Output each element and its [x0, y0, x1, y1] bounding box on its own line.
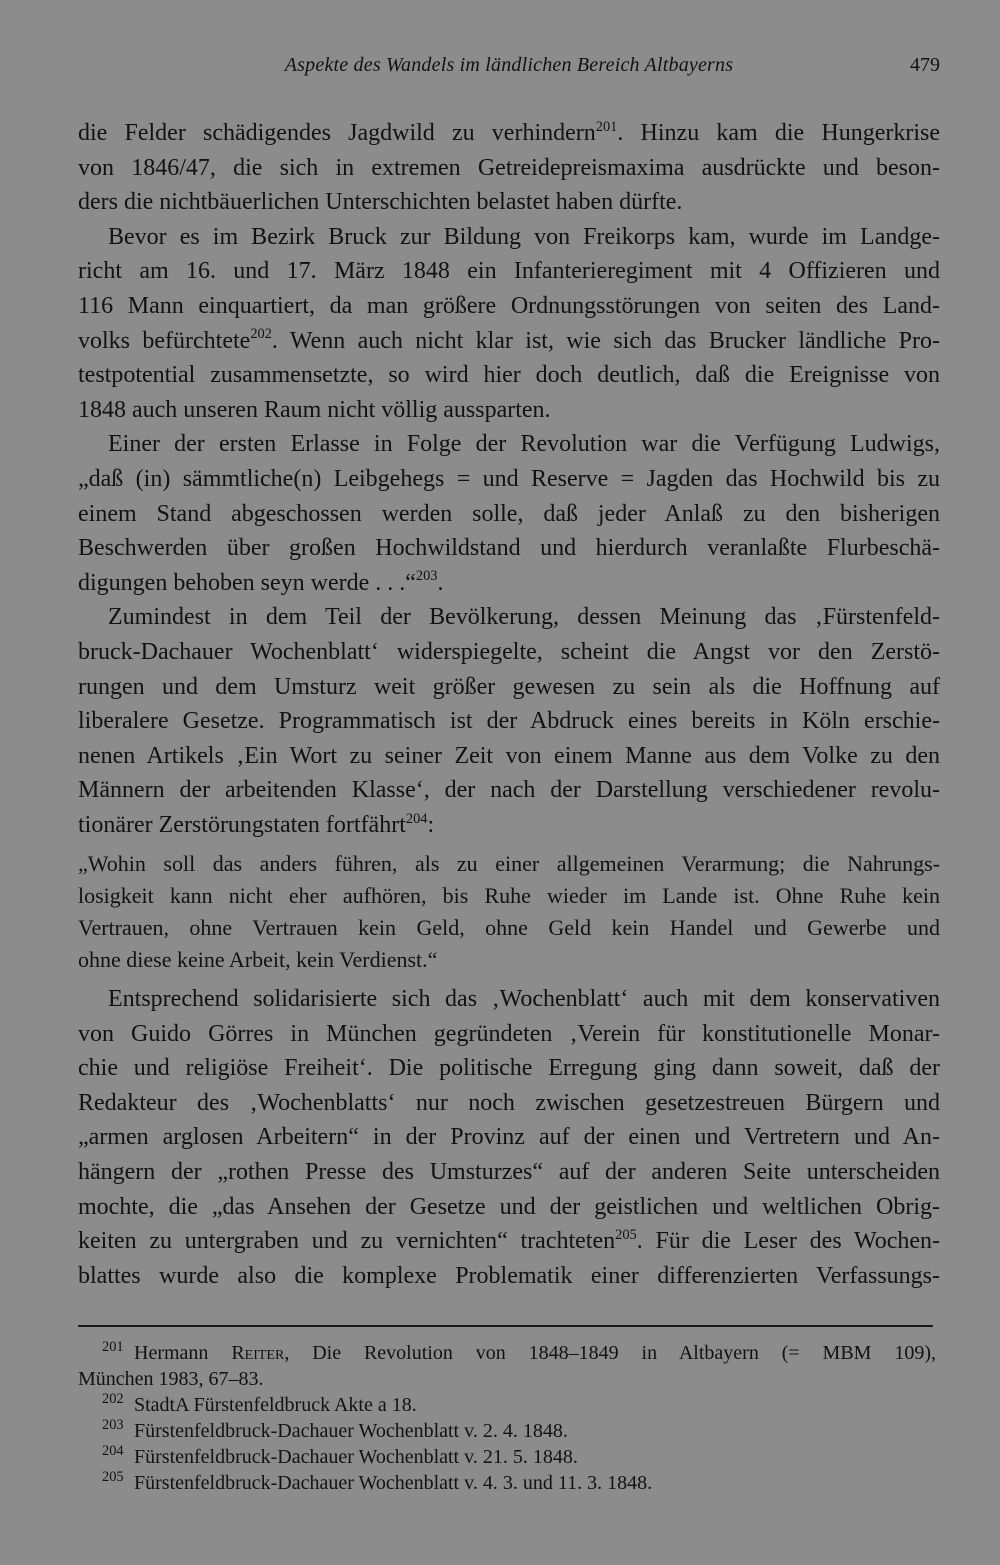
footnote-text: , Die Revolution von 1848–1849 in Altbayern (= MBM 109),	[284, 1342, 936, 1364]
text-line: einem Stand abgeschossen werden solle, daß jeder Anlaß zu den bisherigen	[78, 500, 940, 527]
quote-line: Vertrauen, ohne Vertrauen kein Geld, ohne Geld kein Handel und Gewerbe und	[78, 915, 940, 940]
text-segment: . Wenn auch nicht klar ist, wie sich das Brucker ländliche Pro-	[271, 327, 941, 354]
footnote	[78, 1470, 936, 1496]
footnote-ref: 204	[405, 810, 428, 827]
text-line: „daß (in) sämmtliche(n) Leibgehegs = und Reserve = Jagden das Hochwild bis zu	[78, 465, 940, 492]
text-line: Beschwerden über großen Hochwildstand und hierdurch veranlaßte Flurbeschä-	[78, 535, 940, 562]
text-segment: volks befürchtete	[78, 327, 251, 354]
text-line: ders die nichtbäuerlichen Unterschichten belastet haben dürfte.	[78, 189, 683, 216]
text-line: von 1846/47, die sich in extremen Getreidepreismaxima ausdrückte und beson-	[78, 154, 940, 181]
footnote-ref: 202	[250, 326, 272, 343]
text-line: blattes wurde also die komplexe Problematik einer differenzierten Verfassungs-	[78, 1262, 940, 1289]
text-line	[78, 566, 940, 601]
page-number: 479	[910, 54, 940, 76]
footnote-number	[78, 1418, 134, 1444]
running-title: Aspekte des Wandels im ländlichen Bereich Altbayerns	[284, 54, 734, 76]
text-segment: die Felder schädigendes Jagdwild zu verhindern	[78, 120, 596, 146]
footnote-number-text: 202	[102, 1391, 124, 1408]
text-line: 116 Mann einquartiert, da man größere Ordnungsstörungen von seiten des Land-	[78, 292, 940, 319]
text-line: Zumindest in dem Teil der Bevölkerung, dessen Meinung das ‚Fürstenfeld-	[108, 604, 940, 631]
text-segment: tionärer Zerstörungstaten fortfährt	[78, 811, 406, 838]
text-line: chie und religiöse Freiheit‘. Die politische Erregung ging dann soweit, daß der	[78, 1055, 940, 1082]
footnote-author: Reiter	[231, 1342, 285, 1364]
main-text-continued	[78, 982, 940, 1293]
footnote-text: StadtA Fürstenfeldbruck Akte a 18.	[134, 1394, 417, 1416]
quote-line: „Wohin soll das anders führen, als zu einer allgemeinen Verarmung; die Nahrungs-	[78, 851, 940, 876]
block-quote	[78, 848, 940, 976]
footnotes	[78, 1340, 936, 1496]
text-line: Redakteur des ‚Wochenblatts‘ nur noch zwischen gesetzestreuen Bürgern und	[78, 1089, 940, 1116]
text-line: liberalere Gesetze. Programmatisch ist der Abdruck eines bereits in Köln erschie-	[78, 708, 940, 735]
footnote	[78, 1340, 936, 1366]
text-segment: . Für die Leser des Wochen-	[636, 1228, 940, 1255]
text-segment: . Hinzu kam die Hungerkrise	[617, 120, 941, 146]
footnote-number-text: 204	[102, 1443, 124, 1460]
text-line: 1848 auch unseren Raum nicht völlig aussparten.	[78, 396, 551, 423]
footnote-ref: 203	[415, 568, 438, 585]
text-line: Männern der arbeitenden Klasse‘, der nach der Darstellung verschiedener revolu-	[78, 777, 940, 804]
footnote	[78, 1444, 936, 1470]
footnote-text: Fürstenfeldbruck-Dachauer Wochenblatt v. 2. 4. 1848.	[134, 1420, 568, 1442]
footnote-number-text: 203	[102, 1417, 124, 1434]
text-line	[78, 808, 940, 843]
footnote-number	[78, 1340, 134, 1366]
footnote-number	[78, 1470, 134, 1496]
text-line: richt am 16. und 17. März 1848 ein Infanterieregiment mit 4 Offizieren und	[78, 258, 940, 285]
footnote-divider	[78, 1325, 933, 1327]
quote-line: ohne diese keine Arbeit, kein Verdienst.“	[78, 947, 438, 972]
text-line: nenen Artikels ‚Ein Wort zu seiner Zeit von einem Manne aus dem Volke zu den	[78, 742, 940, 769]
text-line: bruck-Dachauer Wochenblatt‘ widerspiegelte, scheint die Angst vor den Zerstö-	[78, 638, 940, 665]
text-line: testpotential zusammensetzte, so wird hier doch deutlich, daß die Ereignisse von	[78, 362, 940, 389]
text-line: Entsprechend solidarisierte sich das ‚Wochenblatt‘ auch mit dem konservativen	[108, 986, 940, 1012]
footnote-text: Hermann	[134, 1342, 232, 1364]
quote-line: losigkeit kann nicht eher aufhören, bis Ruhe wieder im Lande ist. Ohne Ruhe kein	[78, 883, 940, 908]
text-line: „armen arglosen Arbeitern“ in der Provinz auf der einen und Vertretern und An-	[78, 1124, 940, 1151]
running-head	[78, 54, 940, 84]
text-line: mochte, die „das Ansehen der Gesetze und der geistlichen und weltlichen Obrig-	[78, 1193, 940, 1220]
footnote-ref: 205	[615, 1226, 637, 1243]
footnote-continuation: München 1983, 67–83.	[78, 1368, 264, 1390]
text-line	[78, 1224, 940, 1259]
text-segment: .	[437, 569, 444, 596]
footnote-number-text: 205	[102, 1469, 124, 1486]
text-line: Einer der ersten Erlasse in Folge der Revolution war die Verfügung Ludwigs,	[108, 431, 940, 458]
text-segment: digungen behoben seyn werde . . .“	[78, 569, 416, 596]
footnote-text: Fürstenfeldbruck-Dachauer Wochenblatt v. 4. 3. und 11. 3. 1848.	[134, 1472, 653, 1494]
footnote	[78, 1392, 936, 1418]
footnote-text: Fürstenfeldbruck-Dachauer Wochenblatt v. 21. 5. 1848.	[134, 1446, 578, 1468]
footnote-ref: 201	[595, 118, 618, 135]
text-segment: keiten zu untergraben und zu vernichten“ trachteten	[78, 1228, 616, 1255]
text-line: Bevor es im Bezirk Bruck zur Bildung von Freikorps kam, wurde im Landge-	[108, 223, 940, 250]
text-line	[78, 116, 940, 151]
main-text	[78, 116, 940, 842]
text-line: von Guido Görres in München gegründeten ‚Verein für konstitutionelle Monar-	[78, 1020, 940, 1047]
footnote-number	[78, 1444, 134, 1470]
footnote-number-text: 201	[102, 1339, 124, 1356]
footnote	[78, 1418, 936, 1444]
text-line	[78, 324, 940, 359]
footnote-number	[78, 1392, 134, 1418]
text-line: rungen und dem Umsturz weit größer gewesen zu sein als die Hoffnung auf	[78, 673, 940, 700]
text-segment: :	[427, 811, 435, 838]
text-line: hängern der „rothen Presse des Umsturzes“ auf der anderen Seite unterscheiden	[78, 1158, 940, 1185]
